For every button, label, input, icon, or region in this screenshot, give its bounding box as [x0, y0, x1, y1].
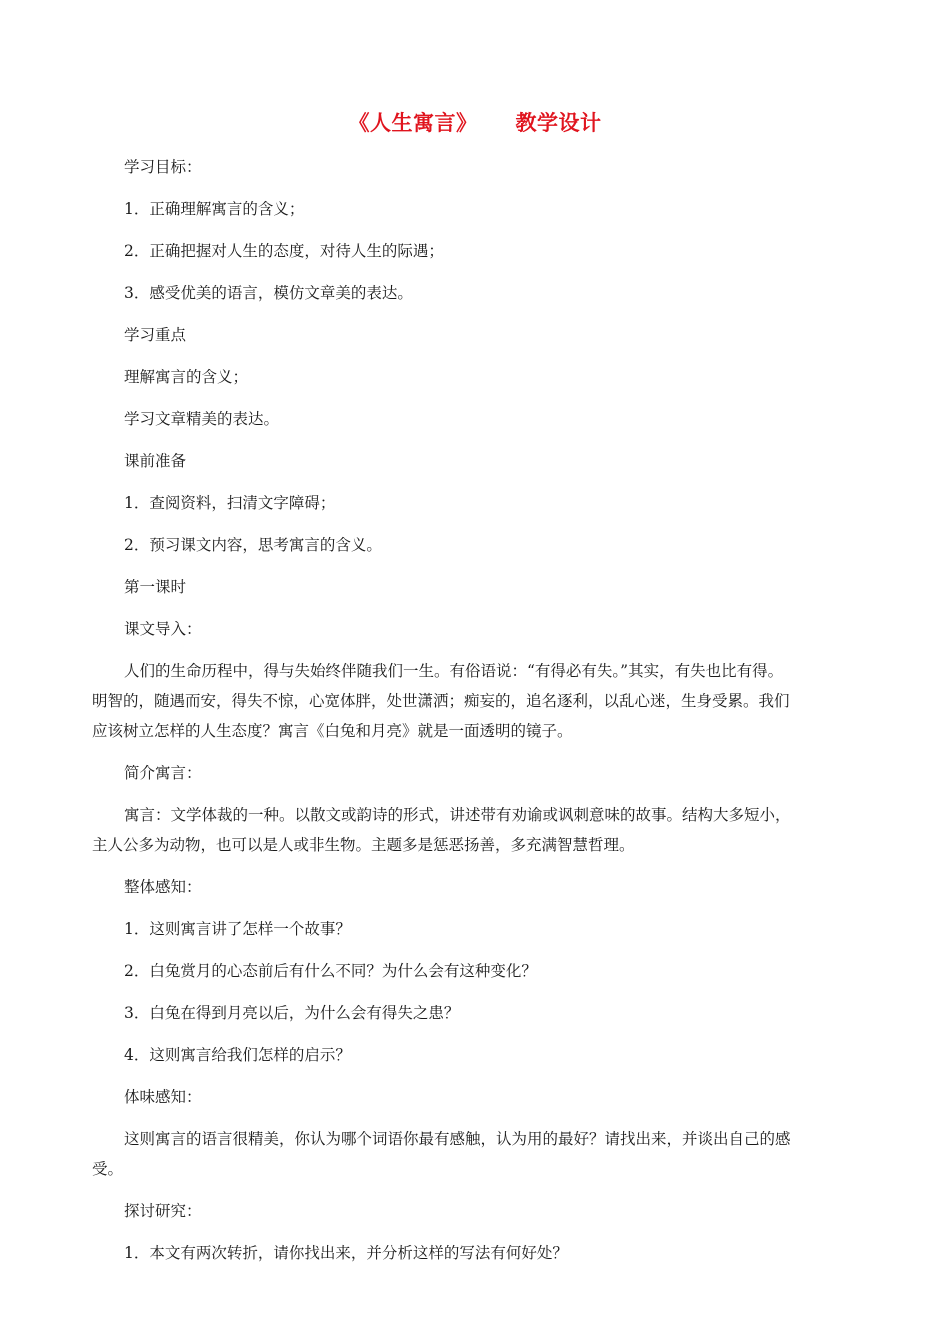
prep-item-2: 2．预习课文内容，思考寓言的含义。	[124, 536, 382, 554]
section-heading-overall: 整体感知：	[124, 878, 202, 896]
intro-paragraph-line-1: 人们的生命历程中，得与失始终伴随我们一生。有俗语说：“有得必有失。”其实，有失也比有得。	[124, 662, 784, 680]
focus-item-2: 学习文章精美的表达。	[124, 410, 280, 428]
goal-item-1: 1．正确理解寓言的含义；	[124, 200, 305, 218]
section-heading-taste: 体味感知：	[124, 1088, 202, 1106]
document-title	[0, 108, 950, 138]
section-heading-intro: 课文导入：	[124, 620, 202, 638]
goal-item-3: 3．感受优美的语言，模仿文章美的表达。	[124, 284, 413, 302]
title-sub: 教学设计	[515, 111, 602, 135]
intro-paragraph-line-2: 明智的，随遇而安，得失不惊，心宽体胖，处世潇洒；痴妄的，追名逐利，以乱心迷，生身受累。我们	[92, 692, 790, 710]
intro-paragraph-line-3: 应该树立怎样的人生态度？寓言《白兔和月亮》就是一面透明的镜子。	[92, 722, 573, 740]
overall-item-4: 4．这则寓言给我们怎样的启示？	[124, 1046, 351, 1064]
section-heading-focus: 学习重点	[124, 326, 187, 344]
document-body	[92, 152, 862, 1268]
goal-item-2: 2．正确把握对人生的态度，对待人生的际遇；	[124, 242, 444, 260]
section-heading-fable: 简介寓言：	[124, 764, 202, 782]
lesson-label: 第一课时	[124, 578, 187, 596]
section-heading-goals: 学习目标：	[124, 158, 202, 176]
explore-item-1: 1．本文有两次转折，请你找出来，并分析这样的写法有何好处？	[124, 1244, 568, 1262]
taste-paragraph-line-1: 这则寓言的语言很精美，你认为哪个词语你最有感触，认为用的最好？请找出来，并谈出自己的感	[124, 1130, 791, 1148]
fable-paragraph-line-1: 寓言：文学体裁的一种。以散文或韵诗的形式，讲述带有劝谕或讽刺意味的故事。结构大多短小，	[124, 806, 791, 824]
overall-item-2: 2．白兔赏月的心态前后有什么不同？为什么会有这种变化？	[124, 962, 537, 980]
taste-paragraph-line-2: 受。	[92, 1160, 124, 1178]
fable-paragraph-line-2: 主人公多为动物，也可以是人或非生物。主题多是惩恶扬善，多充满智慧哲理。	[92, 836, 635, 854]
section-heading-explore: 探讨研究：	[124, 1202, 202, 1220]
overall-item-3: 3．白兔在得到月亮以后，为什么会有得失之患？	[124, 1004, 460, 1022]
section-heading-prep: 课前准备	[124, 452, 187, 470]
overall-item-1: 1．这则寓言讲了怎样一个故事？	[124, 920, 351, 938]
title-main: 《人生寓言》	[348, 111, 478, 135]
prep-item-1: 1．查阅资料，扫清文字障碍；	[124, 494, 336, 512]
focus-item-1: 理解寓言的含义；	[124, 368, 249, 386]
